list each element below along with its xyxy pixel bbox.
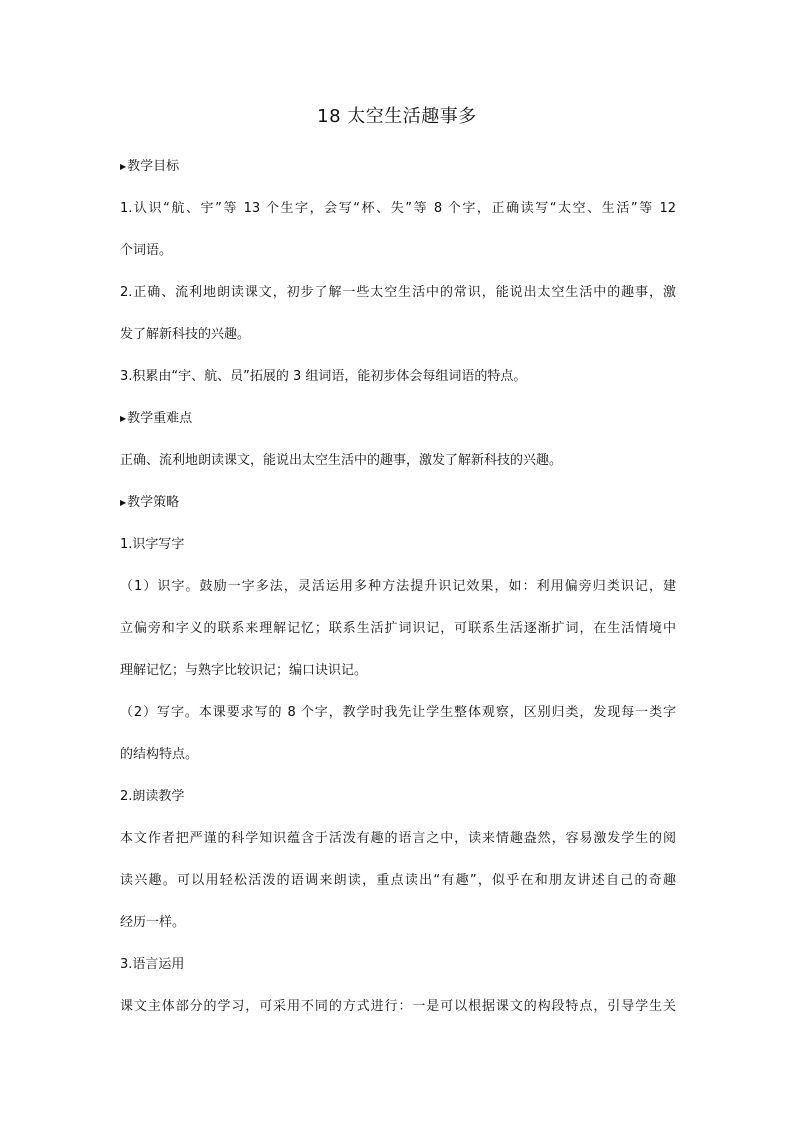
goal-2-line-1: 2.正确、流利地朗读课文，初步了解一些太空生活中的常识，能说出太空生活中的趣事，激: [120, 285, 676, 300]
strategy-1a-line-2: 立偏旁和字义的联系来理解记忆；联系生活扩词识记，可联系生活逐渐扩词，在生活情境中: [120, 621, 676, 636]
section-heading-text: 教学策略: [127, 495, 180, 510]
strategy-2-heading: 2.朗读教学: [120, 789, 185, 804]
goal-1-line-1: 1.认识“航、宇”等 13 个生字，会写“杯、失”等 8 个字，正确读写“太空、生活”等 12: [120, 201, 676, 216]
section-heading-text: 教学目标: [127, 159, 180, 174]
strategy-1b-line-2: 的结构特点。: [120, 747, 199, 762]
strategy-1a-line-1: （1）识字。鼓励一字多法，灵活运用多种方法提升识记效果，如：利用偏旁归类识记，建: [120, 579, 676, 594]
goal-1-line-2: 个词语。: [120, 243, 173, 258]
triangle-right-icon: ▶: [120, 162, 127, 171]
strategy-2-line-1: 本文作者把严谨的科学知识蕴含于活泼有趣的语言之中，读来情趣盎然，容易激发学生的阅: [120, 831, 676, 846]
strategy-1-heading: 1.识字写字: [120, 537, 185, 552]
strategy-2-line-2: 读兴趣。可以用轻松活泼的语调来朗读，重点读出“有趣”，似乎在和朋友讲述自己的奇趣: [120, 873, 676, 888]
goal-3-line-1: 3.积累由“宇、航、员”拓展的 3 组词语，能初步体会每组词语的特点。: [120, 369, 527, 384]
strategy-3-heading: 3.语言运用: [120, 957, 185, 972]
triangle-right-icon: ▶: [120, 498, 127, 507]
section-heading-strategy: [120, 482, 676, 524]
page-title: 18 太空生活趣事多: [317, 106, 477, 127]
lesson-plan-content: [120, 146, 676, 1028]
strategy-2-line-3: 经历一样。: [120, 915, 186, 930]
goal-2-line-2: 发了解新科技的兴趣。: [120, 327, 251, 342]
difficulty-line-1: 正确、流利地朗读课文，能说出太空生活中的趣事，激发了解新科技的兴趣。: [120, 453, 563, 468]
section-heading-text: 教学重难点: [127, 411, 193, 426]
section-heading-goals: [120, 146, 676, 188]
triangle-right-icon: ▶: [120, 414, 127, 423]
strategy-1b-line-1: （2）写字。本课要求写的 8 个字，教学时我先让学生整体观察，区别归类，发现每一类字: [120, 705, 676, 720]
strategy-1a-line-3: 理解记忆；与熟字比较识记；编口诀识记。: [120, 663, 368, 678]
strategy-3-line-1: 课文主体部分的学习，可采用不同的方式进行：一是可以根据课文的构段特点，引导学生关: [120, 999, 676, 1014]
section-heading-difficulty: [120, 398, 676, 440]
